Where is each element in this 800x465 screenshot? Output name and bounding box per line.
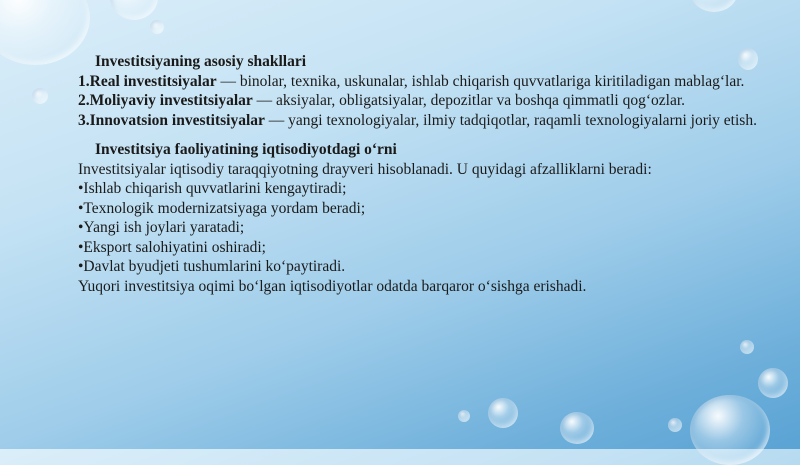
item-desc: — aksiyalar, obligatsiyalar, depozitlar va boshqa qimmatli qog‘ozlar. xyxy=(252,92,686,109)
item-desc: — yangi texnologiyalar, ilmiy tadqiqotlar, raqamli texnologiyalarni joriy etish. xyxy=(264,111,757,129)
conclusion-text: Yuqori investitsiya oqimi bo‘lgan iqtisodiyotlar odatda barqaror o‘sishga erishadi. xyxy=(78,277,587,295)
bullet-item: •Ishlab chiqarish quvvatlarini kengaytiradi; xyxy=(78,180,347,197)
item-term: 3.Innovatsion investitsiyalar xyxy=(78,111,265,129)
bullet-item: •Eksport salohiyatini oshiradi; xyxy=(78,238,266,256)
droplet-decoration xyxy=(740,340,754,354)
bullet-item: •Davlat byudjeti tushumlarini ko‘paytiradi. xyxy=(78,258,346,275)
droplet-decoration xyxy=(0,0,90,65)
bullet-item: •Texnologik modernizatsiyaga yordam beradi; xyxy=(78,199,366,217)
droplet-decoration xyxy=(560,412,594,444)
droplet-decoration xyxy=(690,395,770,465)
droplet-decoration xyxy=(32,88,48,104)
bullet-item: •Yangi ish joylari yaratadi; xyxy=(78,219,245,236)
list-item xyxy=(78,111,785,131)
droplet-decoration xyxy=(458,410,470,422)
droplet-decoration xyxy=(488,398,518,428)
list-item xyxy=(78,72,785,92)
droplet-decoration xyxy=(150,20,164,34)
droplet-decoration xyxy=(110,0,158,20)
droplet-decoration xyxy=(668,418,682,432)
droplet-decoration xyxy=(758,368,788,398)
section-heading-role: Investitsiya faoliyatining iqtisodiyotdagi o‘rni xyxy=(95,141,397,158)
droplet-decoration xyxy=(690,0,738,12)
list-item xyxy=(78,91,785,111)
slide-content xyxy=(78,52,785,296)
section-heading-forms: Investitsiyaning asosiy shakllari xyxy=(95,53,307,70)
item-term: 2.Moliyaviy investitsiyalar xyxy=(78,92,253,109)
intro-text: Investitsiyalar iqtisodiy taraqqiyotning drayveri hisoblanadi. U quyidagi afzalliklarni beradi: xyxy=(78,160,652,178)
item-desc: — binolar, texnika, uskunalar, ishlab chiqarish quvvatlariga kiritiladigan mablag‘lar. xyxy=(216,72,745,90)
item-term: 1.Real investitsiyalar xyxy=(78,72,217,90)
